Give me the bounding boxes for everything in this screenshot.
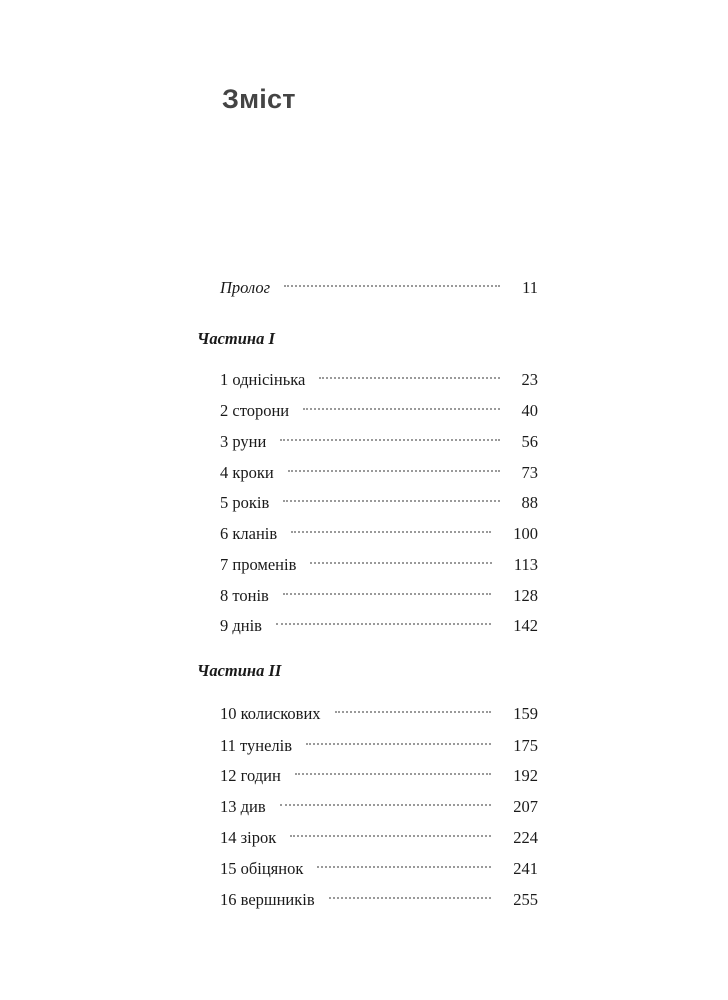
dot-leader <box>295 759 491 781</box>
entry-label: 16 вершників <box>220 890 315 909</box>
part-heading: Частина I <box>197 329 275 348</box>
toc-entry[interactable] <box>220 517 538 543</box>
toc-entry[interactable] <box>220 456 538 482</box>
toc-entry[interactable] <box>220 697 538 723</box>
entry-label: 5 років <box>220 493 270 512</box>
dot-leader <box>329 883 492 905</box>
toc-entry[interactable] <box>220 363 538 389</box>
dot-leader <box>284 271 500 293</box>
entry-label: 7 променів <box>220 555 297 574</box>
entry-label: 3 руни <box>220 432 267 451</box>
entry-label: 11 тунелів <box>220 736 293 755</box>
entry-page-number: 100 <box>513 524 538 543</box>
toc-entry[interactable] <box>220 883 538 909</box>
dot-leader <box>306 729 491 751</box>
toc-entry[interactable] <box>220 486 538 512</box>
entry-page-number: 175 <box>513 736 538 755</box>
toc-entry-prologue[interactable] <box>220 271 538 297</box>
entry-label: 14 зірок <box>220 828 277 847</box>
dot-leader <box>291 517 491 539</box>
toc-entry[interactable] <box>220 852 538 878</box>
entry-page-number: 224 <box>513 828 538 847</box>
entry-page-number: 192 <box>513 766 538 785</box>
entry-page-number: 73 <box>521 463 538 482</box>
entry-page-number: 128 <box>513 586 538 605</box>
entry-page-number: 113 <box>513 555 538 574</box>
entry-label: 9 днів <box>220 616 262 635</box>
entry-page-number: 23 <box>521 370 538 389</box>
dot-leader <box>310 548 491 570</box>
entry-label: 15 обіцянок <box>220 859 304 878</box>
dot-leader <box>317 852 491 874</box>
toc-entry[interactable] <box>220 759 538 785</box>
entry-label: 12 годин <box>220 766 281 785</box>
toc-entry[interactable] <box>220 609 538 635</box>
entry-label: 10 колискових <box>220 704 321 723</box>
entry-page-number: 88 <box>521 493 538 512</box>
toc-entry[interactable] <box>220 548 538 574</box>
toc-entry[interactable] <box>220 394 538 420</box>
entry-page-number: 40 <box>521 401 538 420</box>
entry-label: 4 кроки <box>220 463 274 482</box>
dot-leader <box>280 425 499 447</box>
toc-entry[interactable] <box>220 729 538 755</box>
entry-page-number: 207 <box>513 797 538 816</box>
part-heading: Частина II <box>197 661 282 680</box>
dot-leader <box>280 790 492 812</box>
dot-leader <box>335 697 492 719</box>
dot-leader <box>303 394 499 416</box>
dot-leader <box>319 363 499 385</box>
toc-entry[interactable] <box>220 579 538 605</box>
toc-entry[interactable] <box>220 790 538 816</box>
entry-page-number: 159 <box>513 704 538 723</box>
entry-page-number: 56 <box>521 432 538 451</box>
entry-label: 8 тонів <box>220 586 269 605</box>
entry-label: 2 сторони <box>220 401 290 420</box>
entry-label: Пролог <box>220 278 271 297</box>
entry-page-number: 11 <box>522 278 538 297</box>
entry-page-number: 255 <box>513 890 538 909</box>
toc-entry[interactable] <box>220 425 538 451</box>
dot-leader <box>288 456 500 478</box>
entry-label: 6 кланів <box>220 524 278 543</box>
dot-leader <box>283 486 499 508</box>
entry-page-number: 142 <box>513 616 538 635</box>
toc-entry[interactable] <box>220 821 538 847</box>
entry-label: 1 однісінька <box>220 370 306 389</box>
page-title: Зміст <box>222 84 296 114</box>
dot-leader <box>283 579 491 601</box>
dot-leader <box>276 609 491 631</box>
entry-page-number: 241 <box>513 859 538 878</box>
entry-label: 13 див <box>220 797 266 816</box>
dot-leader <box>290 821 491 843</box>
